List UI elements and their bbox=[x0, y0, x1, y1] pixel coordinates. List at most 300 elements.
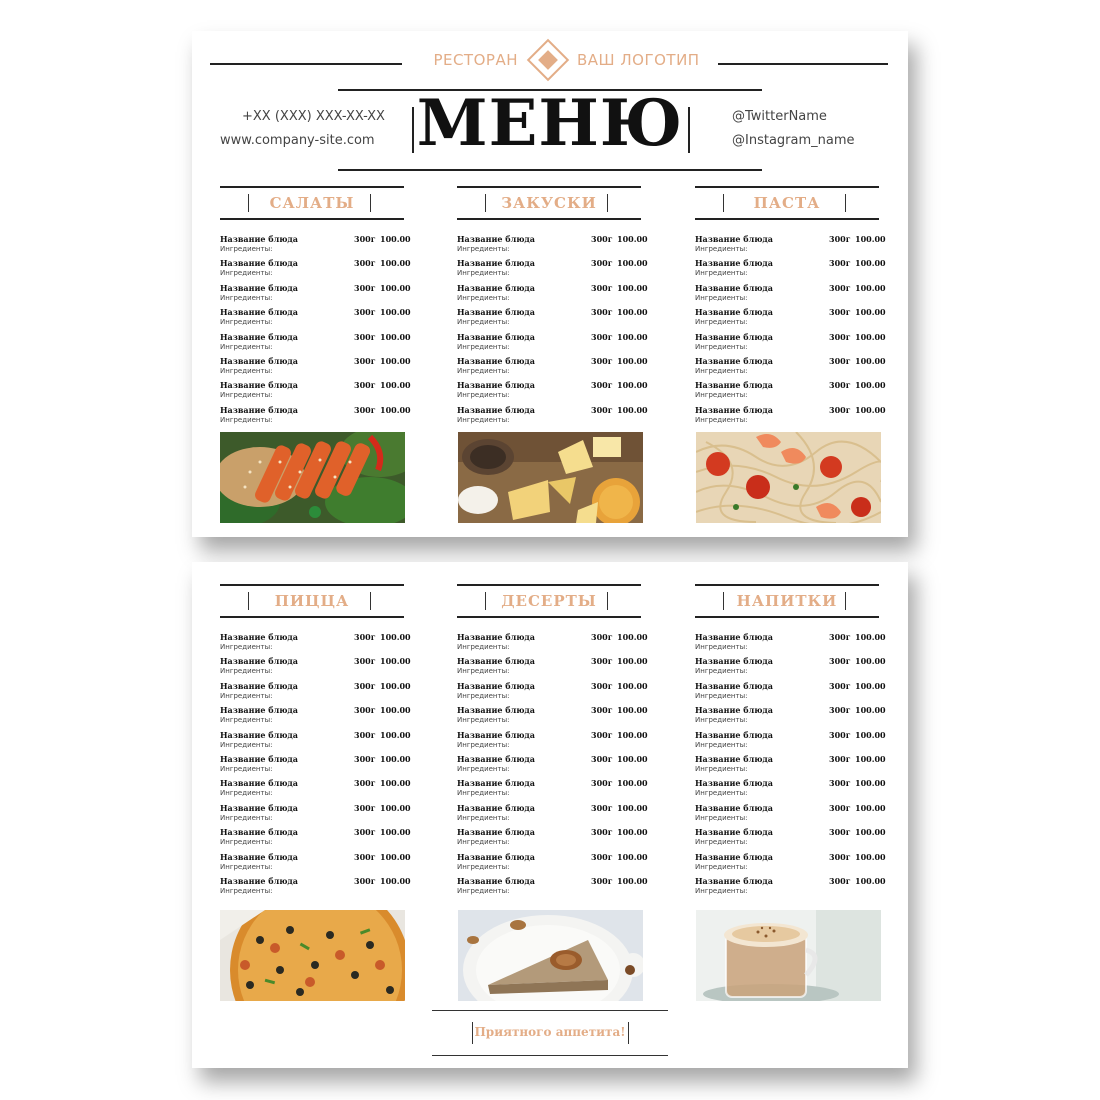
dish-ingredients: Ингредиенты: bbox=[695, 886, 748, 895]
dish-price: 100.00 bbox=[380, 851, 411, 862]
dish-name: Название блюда bbox=[457, 331, 535, 342]
dish-weight: 300г bbox=[591, 778, 613, 789]
section-rule-bottom bbox=[695, 218, 879, 220]
dish-weight: 300г bbox=[829, 680, 851, 691]
dish-ingredients: Ингредиенты: bbox=[220, 789, 273, 798]
phone-number: +XX (XXX) XXX-XX-XX bbox=[242, 109, 385, 124]
dish-weight: 300г bbox=[829, 705, 851, 716]
dish-name: Название блюда bbox=[457, 355, 535, 366]
dish-price: 100.00 bbox=[855, 705, 886, 716]
dish-name: Название блюда bbox=[457, 632, 535, 642]
dish-price: 100.00 bbox=[380, 282, 411, 293]
section-title: ПИЦЦА bbox=[274, 592, 350, 610]
dish-name: Название блюда bbox=[457, 778, 535, 789]
dish-ingredients: Ингредиенты: bbox=[220, 245, 273, 253]
dish-name: Название блюда bbox=[457, 307, 535, 318]
dish-weight: 300г bbox=[829, 632, 851, 642]
menu-item-list bbox=[457, 632, 648, 900]
dish-weight: 300г bbox=[591, 656, 613, 667]
bon-appetit-text: Приятного аппетита! bbox=[474, 1025, 626, 1039]
dish-ingredients: Ингредиенты: bbox=[695, 838, 748, 847]
header-rule-right bbox=[718, 63, 888, 65]
dish-price: 100.00 bbox=[855, 729, 886, 740]
section-pipe-left bbox=[248, 194, 249, 212]
dish-weight: 300г bbox=[829, 778, 851, 789]
dish-ingredients: Ингредиенты: bbox=[220, 318, 273, 327]
section-pipe-right bbox=[370, 194, 371, 212]
section-title: ЗАКУСКИ bbox=[501, 194, 597, 212]
menu-item bbox=[457, 851, 648, 876]
menu-item bbox=[695, 380, 886, 404]
dish-name: Название блюда bbox=[695, 331, 773, 342]
dish-price: 100.00 bbox=[617, 802, 648, 813]
dish-price: 100.00 bbox=[617, 404, 648, 415]
dish-name: Название блюда bbox=[220, 729, 298, 740]
logo-label: ВАШ ЛОГОТИП bbox=[577, 51, 700, 69]
dish-name: Название блюда bbox=[695, 729, 773, 740]
menu-item bbox=[220, 380, 411, 404]
dish-ingredients: Ингредиенты: bbox=[695, 716, 748, 725]
dish-weight: 300г bbox=[829, 753, 851, 764]
dish-weight: 300г bbox=[829, 355, 851, 366]
dish-ingredients: Ингредиенты: bbox=[457, 366, 510, 375]
dish-weight: 300г bbox=[354, 802, 376, 813]
section-rule-top bbox=[220, 584, 404, 586]
section-rule-bottom bbox=[220, 218, 404, 220]
section-rule-bottom bbox=[220, 616, 404, 618]
menu-item bbox=[695, 404, 886, 429]
dish-weight: 300г bbox=[829, 729, 851, 740]
dish-name: Название блюда bbox=[695, 404, 773, 415]
dish-price: 100.00 bbox=[617, 632, 648, 642]
menu-item bbox=[457, 705, 648, 729]
dish-weight: 300г bbox=[591, 802, 613, 813]
section-pipe-left bbox=[723, 592, 724, 610]
dish-price: 100.00 bbox=[380, 802, 411, 813]
dish-weight: 300г bbox=[829, 380, 851, 391]
dish-name: Название блюда bbox=[220, 632, 298, 642]
dish-name: Название блюда bbox=[220, 307, 298, 318]
dish-weight: 300г bbox=[354, 331, 376, 342]
menu-item-list bbox=[220, 632, 411, 900]
dish-price: 100.00 bbox=[617, 234, 648, 244]
menu-item bbox=[695, 234, 886, 258]
dish-name: Название блюда bbox=[220, 355, 298, 366]
section-title: НАПИТКИ bbox=[736, 592, 838, 610]
menu-item bbox=[695, 656, 886, 680]
section-pipe-right bbox=[370, 592, 371, 610]
dish-price: 100.00 bbox=[380, 380, 411, 391]
menu-item-list bbox=[220, 234, 411, 429]
dish-name: Название блюда bbox=[695, 875, 773, 886]
section-rule-top bbox=[220, 186, 404, 188]
dish-price: 100.00 bbox=[617, 851, 648, 862]
dish-weight: 300г bbox=[591, 380, 613, 391]
dish-ingredients: Ингредиенты: bbox=[220, 366, 273, 375]
dish-name: Название блюда bbox=[695, 827, 773, 838]
menu-item bbox=[457, 632, 648, 656]
dish-weight: 300г bbox=[591, 355, 613, 366]
dish-price: 100.00 bbox=[617, 258, 648, 269]
dish-price: 100.00 bbox=[855, 802, 886, 813]
dish-price: 100.00 bbox=[855, 827, 886, 838]
dish-weight: 300г bbox=[591, 875, 613, 886]
dish-price: 100.00 bbox=[617, 729, 648, 740]
dish-price: 100.00 bbox=[617, 778, 648, 789]
dish-ingredients: Ингредиенты: bbox=[695, 415, 748, 424]
dish-ingredients: Ингредиенты: bbox=[457, 691, 510, 700]
dish-weight: 300г bbox=[591, 258, 613, 269]
dish-ingredients: Ингредиенты: bbox=[695, 342, 748, 351]
dish-name: Название блюда bbox=[220, 680, 298, 691]
dish-ingredients: Ингредиенты: bbox=[695, 366, 748, 375]
menu-item-list bbox=[457, 234, 648, 429]
dish-ingredients: Ингредиенты: bbox=[457, 318, 510, 327]
dish-name: Название блюда bbox=[457, 234, 535, 244]
dish-weight: 300г bbox=[591, 331, 613, 342]
dish-weight: 300г bbox=[829, 282, 851, 293]
dish-weight: 300г bbox=[354, 656, 376, 667]
section-rule-bottom bbox=[457, 616, 641, 618]
dish-name: Название блюда bbox=[220, 234, 298, 244]
dish-name: Название блюда bbox=[457, 282, 535, 293]
dish-weight: 300г bbox=[354, 380, 376, 391]
menu-item bbox=[695, 331, 886, 356]
dish-ingredients: Ингредиенты: bbox=[695, 643, 748, 651]
dish-price: 100.00 bbox=[855, 234, 886, 244]
dish-ingredients: Ингредиенты: bbox=[695, 764, 748, 773]
dish-ingredients: Ингредиенты: bbox=[457, 789, 510, 798]
menu-item bbox=[457, 380, 648, 404]
dish-weight: 300г bbox=[354, 705, 376, 716]
salmon-salad-photo bbox=[220, 432, 405, 523]
menu-item bbox=[695, 729, 886, 754]
dish-name: Название блюда bbox=[457, 753, 535, 764]
dish-weight: 300г bbox=[829, 875, 851, 886]
menu-item bbox=[457, 282, 648, 307]
dish-ingredients: Ингредиенты: bbox=[695, 862, 748, 871]
dish-ingredients: Ингредиенты: bbox=[220, 667, 273, 676]
menu-item bbox=[695, 802, 886, 827]
dish-name: Название блюда bbox=[220, 875, 298, 886]
website-link[interactable]: www.company-site.com bbox=[220, 133, 375, 148]
dish-weight: 300г bbox=[354, 404, 376, 415]
section-rule-bottom bbox=[457, 218, 641, 220]
section-title: САЛАТЫ bbox=[269, 194, 355, 212]
dish-weight: 300г bbox=[591, 729, 613, 740]
dish-name: Название блюда bbox=[695, 680, 773, 691]
dish-name: Название блюда bbox=[220, 282, 298, 293]
menu-item bbox=[695, 851, 886, 876]
menu-item bbox=[695, 875, 886, 900]
dish-name: Название блюда bbox=[695, 802, 773, 813]
dish-weight: 300г bbox=[354, 729, 376, 740]
dish-price: 100.00 bbox=[380, 234, 411, 244]
dish-price: 100.00 bbox=[380, 404, 411, 415]
dish-price: 100.00 bbox=[380, 705, 411, 716]
section-pipe-left bbox=[485, 592, 486, 610]
dish-ingredients: Ингредиенты: bbox=[695, 318, 748, 327]
section-rule-top bbox=[457, 584, 641, 586]
dish-ingredients: Ингредиенты: bbox=[457, 813, 510, 822]
dish-name: Название блюда bbox=[695, 656, 773, 667]
dish-price: 100.00 bbox=[855, 753, 886, 764]
menu-item bbox=[220, 656, 411, 680]
pizza-photo bbox=[220, 910, 405, 1001]
dish-name: Название блюда bbox=[695, 234, 773, 244]
dish-weight: 300г bbox=[591, 404, 613, 415]
dish-price: 100.00 bbox=[380, 632, 411, 642]
dish-ingredients: Ингредиенты: bbox=[695, 789, 748, 798]
dish-ingredients: Ингредиенты: bbox=[220, 764, 273, 773]
menu-item bbox=[457, 307, 648, 331]
dish-weight: 300г bbox=[591, 705, 613, 716]
dish-ingredients: Ингредиенты: bbox=[220, 643, 273, 651]
dish-weight: 300г bbox=[354, 355, 376, 366]
dish-price: 100.00 bbox=[380, 875, 411, 886]
menu-item bbox=[457, 404, 648, 429]
menu-item bbox=[695, 258, 886, 282]
dish-ingredients: Ингредиенты: bbox=[695, 667, 748, 676]
dish-ingredients: Ингредиенты: bbox=[695, 293, 748, 302]
dish-name: Название блюда bbox=[457, 258, 535, 269]
dish-name: Название блюда bbox=[695, 380, 773, 391]
footer-bar-right bbox=[628, 1022, 629, 1044]
section-heading bbox=[220, 588, 404, 614]
dish-weight: 300г bbox=[591, 753, 613, 764]
menu-item bbox=[457, 331, 648, 356]
menu-item bbox=[220, 875, 411, 900]
menu-item bbox=[695, 827, 886, 851]
section-rule-top bbox=[457, 186, 641, 188]
footer-rule-bottom bbox=[432, 1055, 668, 1056]
dish-ingredients: Ингредиенты: bbox=[457, 293, 510, 302]
dish-price: 100.00 bbox=[380, 753, 411, 764]
menu-item bbox=[220, 802, 411, 827]
dish-weight: 300г bbox=[354, 827, 376, 838]
dish-ingredients: Ингредиенты: bbox=[220, 691, 273, 700]
menu-item bbox=[457, 234, 648, 258]
section-rule-bottom bbox=[695, 616, 879, 618]
dish-price: 100.00 bbox=[855, 258, 886, 269]
dish-price: 100.00 bbox=[617, 680, 648, 691]
dish-ingredients: Ингредиенты: bbox=[457, 391, 510, 400]
dish-price: 100.00 bbox=[617, 282, 648, 293]
menu-item bbox=[695, 355, 886, 380]
dish-weight: 300г bbox=[829, 802, 851, 813]
dish-price: 100.00 bbox=[855, 282, 886, 293]
dish-ingredients: Ингредиенты: bbox=[220, 293, 273, 302]
dish-name: Название блюда bbox=[457, 802, 535, 813]
dish-name: Название блюда bbox=[695, 753, 773, 764]
menu-item bbox=[220, 282, 411, 307]
menu-item bbox=[220, 705, 411, 729]
section-pipe-right bbox=[607, 194, 608, 212]
page-title: МЕНЮ bbox=[416, 86, 684, 161]
dish-name: Название блюда bbox=[457, 729, 535, 740]
instagram-handle[interactable]: @Instagram_name bbox=[732, 133, 855, 148]
menu-item bbox=[695, 680, 886, 705]
dish-price: 100.00 bbox=[380, 258, 411, 269]
dish-name: Название блюда bbox=[695, 705, 773, 716]
dish-name: Название блюда bbox=[457, 680, 535, 691]
dish-price: 100.00 bbox=[855, 355, 886, 366]
dish-ingredients: Ингредиенты: bbox=[220, 415, 273, 424]
dish-price: 100.00 bbox=[855, 680, 886, 691]
dish-price: 100.00 bbox=[855, 380, 886, 391]
menu-item bbox=[457, 827, 648, 851]
dish-weight: 300г bbox=[591, 234, 613, 244]
section-heading bbox=[457, 588, 641, 614]
dish-ingredients: Ингредиенты: bbox=[220, 391, 273, 400]
dish-name: Название блюда bbox=[220, 380, 298, 391]
cappuccino-photo bbox=[696, 910, 881, 1001]
dish-price: 100.00 bbox=[617, 355, 648, 366]
dish-weight: 300г bbox=[829, 258, 851, 269]
dish-weight: 300г bbox=[829, 656, 851, 667]
menu-item bbox=[220, 827, 411, 851]
dish-price: 100.00 bbox=[380, 355, 411, 366]
dish-price: 100.00 bbox=[855, 875, 886, 886]
section-title: ДЕСЕРТЫ bbox=[501, 592, 597, 610]
section-heading bbox=[695, 190, 879, 216]
dish-price: 100.00 bbox=[380, 680, 411, 691]
menu-page-back bbox=[192, 562, 908, 1068]
menu-item bbox=[220, 851, 411, 876]
dish-weight: 300г bbox=[354, 307, 376, 318]
dish-price: 100.00 bbox=[855, 307, 886, 318]
dish-weight: 300г bbox=[354, 282, 376, 293]
dish-name: Название блюда bbox=[457, 851, 535, 862]
section-rule-top bbox=[695, 584, 879, 586]
dish-ingredients: Ингредиенты: bbox=[457, 862, 510, 871]
dish-price: 100.00 bbox=[380, 331, 411, 342]
dish-name: Название блюда bbox=[695, 307, 773, 318]
dish-name: Название блюда bbox=[457, 404, 535, 415]
menu-item bbox=[457, 258, 648, 282]
dish-price: 100.00 bbox=[380, 778, 411, 789]
menu-item bbox=[695, 778, 886, 802]
dish-price: 100.00 bbox=[855, 632, 886, 642]
menu-item-list bbox=[695, 234, 886, 429]
menu-item bbox=[695, 632, 886, 656]
menu-item bbox=[457, 729, 648, 754]
cheese-platter-photo bbox=[458, 432, 643, 523]
dish-weight: 300г bbox=[829, 307, 851, 318]
section-heading bbox=[220, 190, 404, 216]
header-rule-left bbox=[210, 63, 402, 65]
shrimp-pasta-photo bbox=[696, 432, 881, 523]
dish-price: 100.00 bbox=[855, 331, 886, 342]
menu-item bbox=[457, 802, 648, 827]
menu-item bbox=[695, 282, 886, 307]
dish-ingredients: Ингредиенты: bbox=[457, 886, 510, 895]
dish-ingredients: Ингредиенты: bbox=[457, 667, 510, 676]
dish-name: Название блюда bbox=[457, 705, 535, 716]
dish-name: Название блюда bbox=[220, 705, 298, 716]
dish-weight: 300г bbox=[829, 851, 851, 862]
menu-item bbox=[457, 875, 648, 900]
dish-ingredients: Ингредиенты: bbox=[457, 342, 510, 351]
section-pipe-right bbox=[845, 592, 846, 610]
dish-price: 100.00 bbox=[855, 404, 886, 415]
dish-ingredients: Ингредиенты: bbox=[695, 245, 748, 253]
twitter-handle[interactable]: @TwitterName bbox=[732, 109, 827, 124]
dish-name: Название блюда bbox=[457, 380, 535, 391]
dish-ingredients: Ингредиенты: bbox=[220, 740, 273, 749]
dish-ingredients: Ингредиенты: bbox=[695, 391, 748, 400]
dish-price: 100.00 bbox=[617, 380, 648, 391]
menu-item bbox=[220, 404, 411, 429]
menu-item bbox=[220, 307, 411, 331]
dish-ingredients: Ингредиенты: bbox=[220, 886, 273, 895]
dish-name: Название блюда bbox=[220, 656, 298, 667]
menu-item bbox=[220, 234, 411, 258]
dish-name: Название блюда bbox=[457, 875, 535, 886]
dish-ingredients: Ингредиенты: bbox=[457, 716, 510, 725]
dish-name: Название блюда bbox=[220, 827, 298, 838]
dish-name: Название блюда bbox=[457, 656, 535, 667]
dish-price: 100.00 bbox=[380, 827, 411, 838]
dish-ingredients: Ингредиенты: bbox=[457, 764, 510, 773]
dish-name: Название блюда bbox=[695, 632, 773, 642]
section-pipe-left bbox=[248, 592, 249, 610]
menu-item bbox=[457, 778, 648, 802]
section-heading bbox=[457, 190, 641, 216]
menu-item bbox=[695, 705, 886, 729]
dish-ingredients: Ингредиенты: bbox=[457, 245, 510, 253]
dish-price: 100.00 bbox=[617, 705, 648, 716]
section-pipe-right bbox=[607, 592, 608, 610]
dish-weight: 300г bbox=[591, 632, 613, 642]
dish-weight: 300г bbox=[354, 851, 376, 862]
menu-item bbox=[457, 680, 648, 705]
dish-ingredients: Ингредиенты: bbox=[695, 691, 748, 700]
dish-weight: 300г bbox=[354, 875, 376, 886]
dish-price: 100.00 bbox=[380, 729, 411, 740]
dish-price: 100.00 bbox=[380, 656, 411, 667]
dish-price: 100.00 bbox=[617, 753, 648, 764]
walnut-cake-photo bbox=[458, 910, 643, 1001]
dish-weight: 300г bbox=[591, 827, 613, 838]
dish-weight: 300г bbox=[829, 234, 851, 244]
dish-ingredients: Ингредиенты: bbox=[695, 813, 748, 822]
dish-name: Название блюда bbox=[220, 258, 298, 269]
dish-weight: 300г bbox=[591, 680, 613, 691]
dish-weight: 300г bbox=[591, 851, 613, 862]
dish-name: Название блюда bbox=[220, 802, 298, 813]
dish-ingredients: Ингредиенты: bbox=[457, 269, 510, 278]
dish-price: 100.00 bbox=[617, 827, 648, 838]
dish-name: Название блюда bbox=[457, 827, 535, 838]
dish-weight: 300г bbox=[591, 282, 613, 293]
dish-name: Название блюда bbox=[695, 258, 773, 269]
section-title: ПАСТА bbox=[753, 194, 821, 212]
title-rule-bottom bbox=[338, 169, 762, 171]
dish-weight: 300г bbox=[354, 258, 376, 269]
menu-item bbox=[220, 680, 411, 705]
dish-weight: 300г bbox=[829, 404, 851, 415]
menu-item bbox=[695, 753, 886, 778]
dish-name: Название блюда bbox=[220, 753, 298, 764]
dish-ingredients: Ингредиенты: bbox=[220, 269, 273, 278]
dish-ingredients: Ингредиенты: bbox=[695, 269, 748, 278]
dish-price: 100.00 bbox=[617, 875, 648, 886]
dish-ingredients: Ингредиенты: bbox=[220, 838, 273, 847]
dish-weight: 300г bbox=[829, 331, 851, 342]
menu-item bbox=[220, 729, 411, 754]
dish-name: Название блюда bbox=[220, 778, 298, 789]
